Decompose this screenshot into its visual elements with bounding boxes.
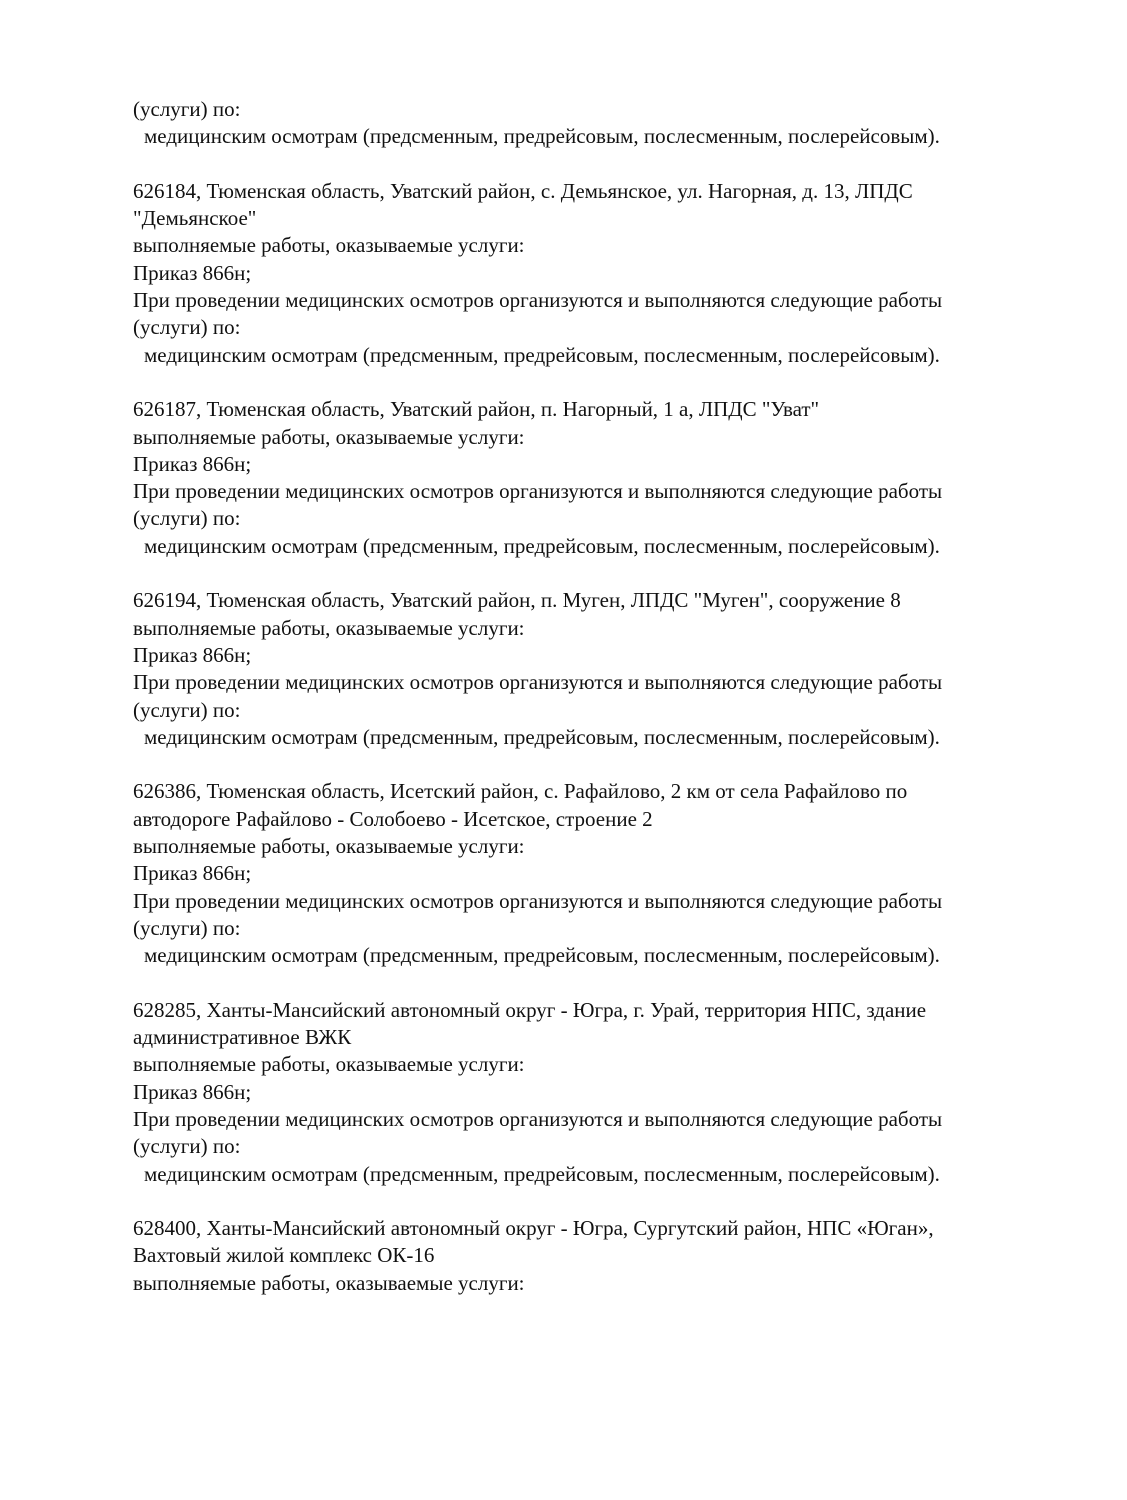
entry-services-label: выполняемые работы, оказываемые услуги: [133,424,525,449]
entry-order: Приказ 866н; [133,1079,252,1104]
entry-text-line: При проведении медицинских осмотров организуются и выполняются следующие работы [133,888,943,913]
entry-block [133,997,1013,1188]
intro-detail-line: медицинским осмотрам (предсменным, предрейсовым, послесменным, послерейсовым). [144,124,940,149]
entry-text-line: (услуги) по: [133,315,241,340]
entry-address-line: Вахтовый жилой комплекс ОК-16 [133,1243,435,1268]
intro-block [133,96,1013,151]
intro-line: (услуги) по: [133,97,241,121]
entry-order: Приказ 866н; [133,260,252,285]
entry-text-line: (услуги) по: [133,915,241,940]
entry-services-label: выполняемые работы, оказываемые услуги: [133,615,525,640]
entry-services-label: выполняемые работы, оказываемые услуги: [133,1270,525,1295]
paragraph-gap [133,151,1013,178]
entry-text-line: (услуги) по: [133,697,241,722]
paragraph-gap [133,560,1013,587]
entry-block [133,1215,1013,1297]
entry-address-line: 626386, Тюменская область, Исетский район, с. Рафайлово, 2 км от села Рафайлово по [133,779,908,804]
entry-services-label: выполняемые работы, оказываемые услуги: [133,834,525,859]
entry-order: Приказ 866н; [133,451,252,476]
entry-block [133,587,1013,751]
entry-services-label: выполняемые работы, оказываемые услуги: [133,1052,525,1077]
entry-block [133,396,1013,560]
entry-address-line: административное ВЖК [133,1025,352,1050]
entry-services-label: выполняемые работы, оказываемые услуги: [133,233,525,258]
entry-text-line: (услуги) по: [133,506,241,531]
paragraph-gap [133,751,1013,778]
document-content [133,96,1013,1297]
entry-address-line: 628285, Ханты-Мансийский автономный округ - Югра, г. Урай, территория НПС, здание [133,997,927,1022]
entry-detail: медицинским осмотрам (предсменным, предрейсовым, послесменным, послерейсовым). [144,342,940,367]
entry-address-line: "Демьянское" [133,206,257,231]
entry-address-line: 626187, Тюменская область, Уватский район, п. Нагорный, 1 а, ЛПДС "Уват" [133,397,820,422]
entry-detail: медицинским осмотрам (предсменным, предрейсовым, послесменным, послерейсовым). [144,533,940,558]
entry-text-line: При проведении медицинских осмотров организуются и выполняются следующие работы [133,288,943,313]
entry-address-line: 628400, Ханты-Мансийский автономный округ - Югра, Сургутский район, НПС «Юган», [133,1216,934,1241]
entry-order: Приказ 866н; [133,861,252,886]
entry-text-line: (услуги) по: [133,1134,241,1159]
entry-text-line: При проведении медицинских осмотров организуются и выполняются следующие работы [133,1106,943,1131]
paragraph-gap [133,970,1013,997]
entry-address-line: 626194, Тюменская область, Уватский район, п. Муген, ЛПДС "Муген", сооружение 8 [133,588,901,613]
paragraph-gap [133,1188,1013,1215]
entry-address-line: автодороге Рафайлово - Солобоево - Исетское, строение 2 [133,806,653,831]
entry-detail: медицинским осмотрам (предсменным, предрейсовым, послесменным, послерейсовым). [144,724,940,749]
entry-detail: медицинским осмотрам (предсменным, предрейсовым, послесменным, послерейсовым). [144,1161,940,1186]
entry-detail: медицинским осмотрам (предсменным, предрейсовым, послесменным, послерейсовым). [144,943,940,968]
entry-block [133,178,1013,369]
entry-block [133,778,1013,969]
entry-order: Приказ 866н; [133,642,252,667]
entry-text-line: При проведении медицинских осмотров организуются и выполняются следующие работы [133,479,943,504]
entry-text-line: При проведении медицинских осмотров организуются и выполняются следующие работы [133,670,943,695]
entry-address-line: 626184, Тюменская область, Уватский район, с. Демьянское, ул. Нагорная, д. 13, ЛПДС [133,178,913,203]
paragraph-gap [133,369,1013,396]
